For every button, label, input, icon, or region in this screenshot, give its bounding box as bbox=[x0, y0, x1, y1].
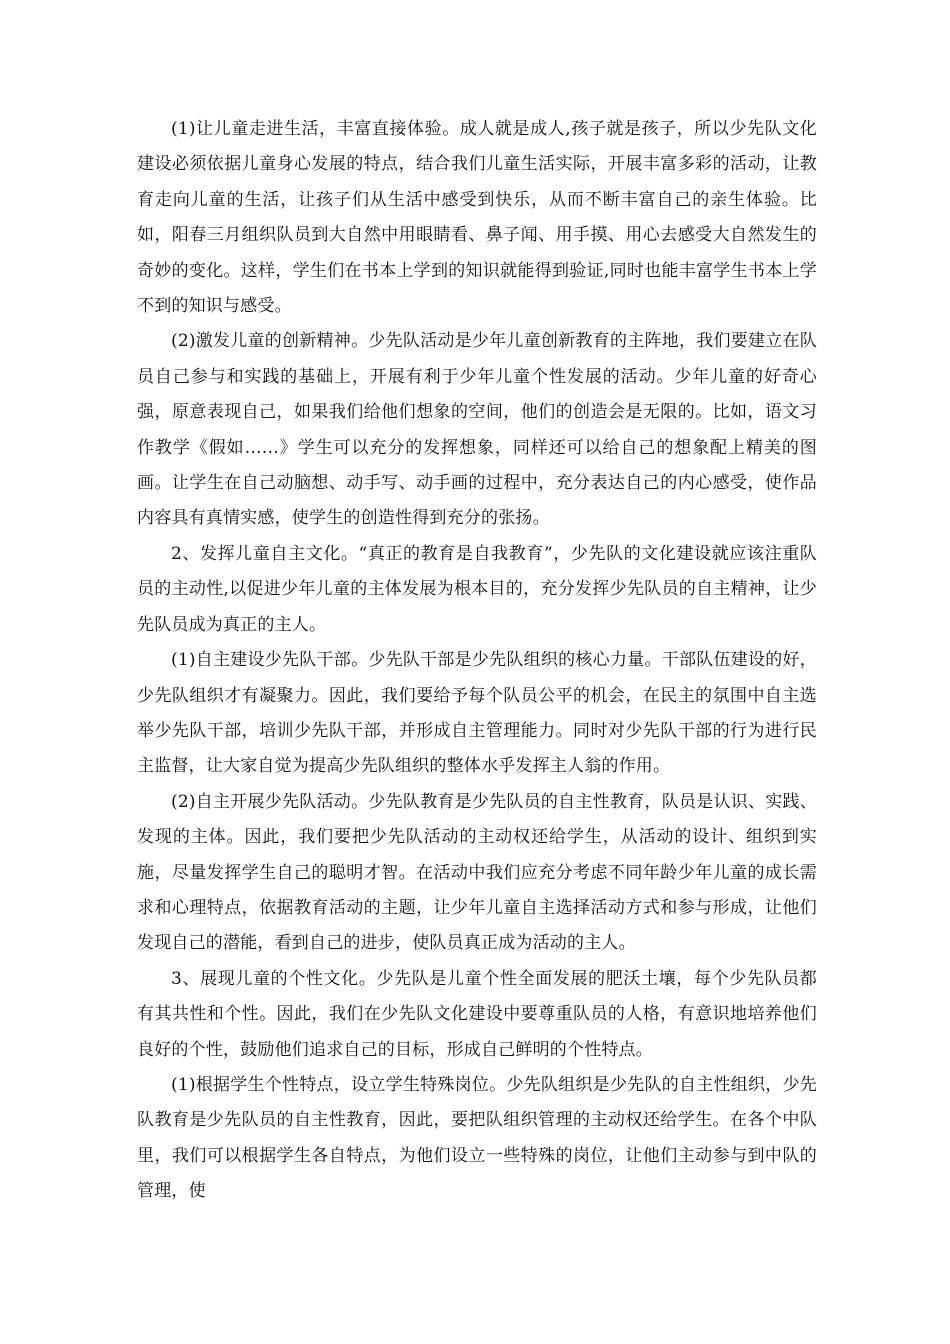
paragraph-2: 2、发挥儿童自主文化。“真正的教育是自我教育”，少先队的文化建设就应该注重队员的主动性,以促进少年儿童的主体发展为根本目的，充分发挥少先队员的自主精神，让少先队员成为真正的主人。 bbox=[137, 543, 817, 635]
document-page bbox=[137, 112, 817, 1210]
paragraph-2-2: (2)自主开展少先队活动。少先队教育是少先队员的自主性教育，队员是认识、实践、发现的主体。因此，我们要把少先队活动的主动权还给学生，从活动的设计、组织到实施，尽量发挥学生自己的聪明才智。在活动中我们应充分考虑不同年龄少年儿童的成长需求和心理特点，依据教育活动的主题，让少年儿童自主选择活动方式和参与形成，让他们发现自己的潜能，看到自己的进步，使队员真正成为活动的主人。 bbox=[137, 791, 817, 954]
paragraph-3-1: (1)根据学生个性特点，设立学生特殊岗位。少先队组织是少先队的自主性组织，少先队教育是少先队员的自主性教育，因此，要把队组织管理的主动权还给学生。在各个中队里，我们可以根据学生各自特点，为他们设立一些特殊的岗位，让他们主动参与到中队的管理，使 bbox=[137, 1074, 817, 1202]
paragraph-1-1: (1)让儿童走进生活，丰富直接体验。成人就是成人,孩子就是孩子，所以少先队文化建设必须依据儿童身心发展的特点，结合我们儿童生活实际，开展丰富多彩的活动，让教育走向儿童的生活，让孩子们从生活中感受到快乐，从而不断丰富自己的亲生体验。比如，阳春三月组织队员到大自然中用眼睛看、鼻子闻、用手摸、用心去感受大自然发生的奇妙的变化。这样，学生们在书本上学到的知识就能得到验证,同时也能丰富学生书本上学不到的知识与感受。 bbox=[137, 119, 817, 317]
paragraph-3: 3、展现儿童的个性文化。少先队是儿童个性全面发展的肥沃土壤，每个少先队员都有其共性和个性。因此，我们在少先队文化建设中要尊重队员的人格，有意识地培养他们良好的个性，鼓励他们追求自己的目标，形成自己鲜明的个性特点。 bbox=[137, 968, 817, 1060]
paragraph-2-1: (1)自主建设少先队干部。少先队干部是少先队组织的核心力量。干部队伍建设的好，少先队组织才有凝聚力。因此，我们要给予每个队员公平的机会，在民主的氛围中自主选举少先队干部，培训少先队干部，并形成自主管理能力。同时对少先队干部的行为进行民主监督，让大家自觉为提高少先队组织的整体水乎发挥主人翁的作用。 bbox=[137, 650, 817, 777]
paragraph-1-2: (2)激发儿童的创新精神。少先队活动是少年儿童创新教育的主阵地，我们要建立在队员自己参与和实践的基础上，开展有利于少年儿童个性发展的活动。少年儿童的好奇心强，原意表现自己，如果我们给他们想象的空间，他们的创造会是无限的。比如，语文习作教学《假如……》学生可以充分的发挥想象，同样还可以给自己的想象配上精美的图画。让学生在自己动脑想、动手写、动手画的过程中，充分表达自己的内心感受，使作品内容具有真情实感，使学生的创造性得到充分的张扬。 bbox=[137, 331, 817, 529]
